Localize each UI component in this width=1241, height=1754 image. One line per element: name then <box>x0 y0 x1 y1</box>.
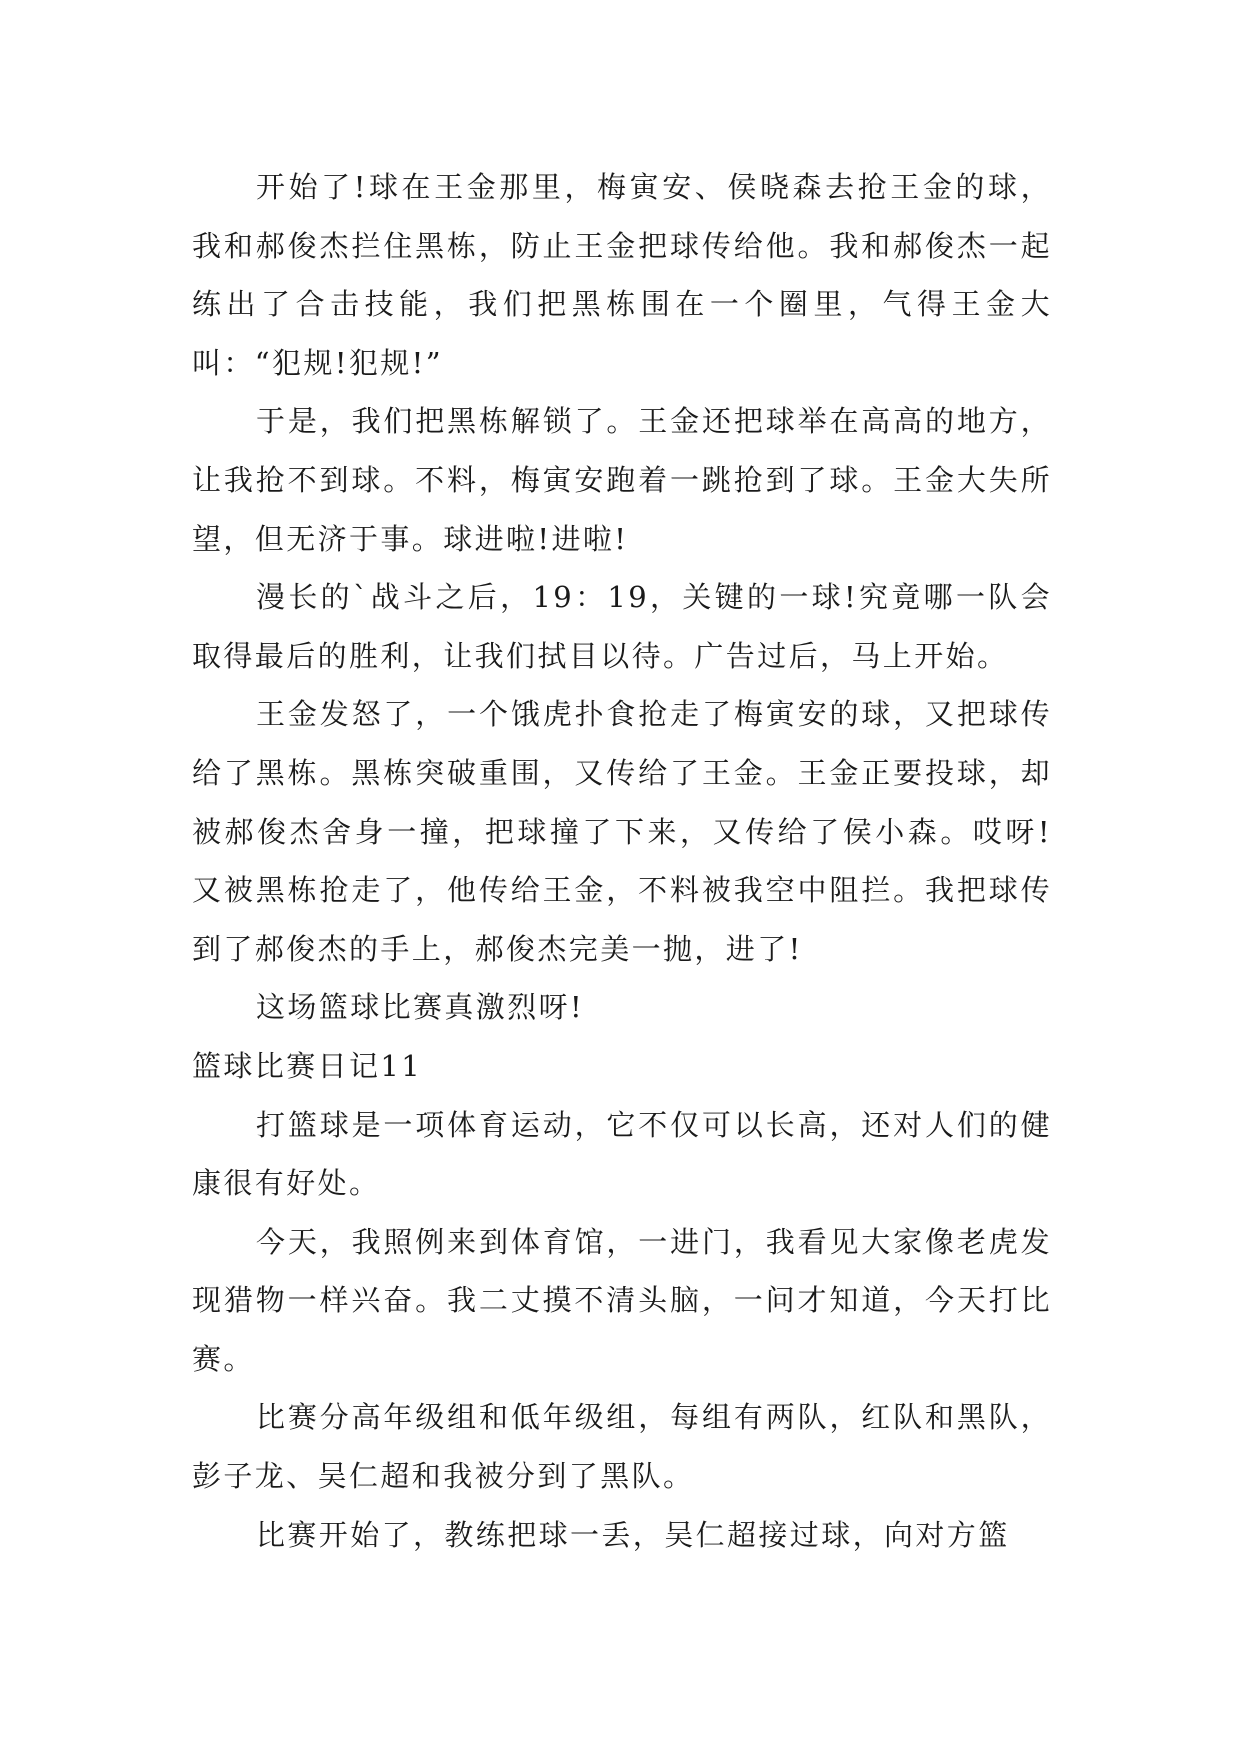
paragraph: 漫长的`战斗之后，19：19，关键的一球!究竟哪一队会取得最后的胜利，让我们拭目以待。广告过后，马上开始。 <box>192 580 1052 673</box>
section-title: 篮球比赛日记11 <box>192 1048 423 1083</box>
paragraph: 打篮球是一项体育运动，它不仅可以长高，还对人们的健康很有好处。 <box>192 1107 1052 1201</box>
paragraph: 于是，我们把黑栋解锁了。王金还把球举在高高的地方，让我抢不到球。不料，梅寅安跑着一跳抢到了球。王金大失所望，但无济于事。球进啦!进啦! <box>192 404 1052 556</box>
document-page <box>192 158 1052 1564</box>
paragraph: 开始了!球在王金那里，梅寅安、侯晓森去抢王金的球，我和郝俊杰拦住黑栋，防止王金把球传给他。我和郝俊杰一起练出了合击技能，我们把黑栋围在一个圈里，气得王金大叫：“犯规!犯规!” <box>192 170 1052 380</box>
paragraph: 王金发怒了，一个饿虎扑食抢走了梅寅安的球，又把球传给了黑栋。黑栋突破重围，又传给了王金。王金正要投球，却被郝俊杰舍身一撞，把球撞了下来，又传给了侯小森。哎呀!又被黑栋抢走了，他传给王金，不料被我空中阻拦。我把球传到了郝俊杰的手上，郝俊杰完美一抛，进了! <box>192 697 1052 966</box>
paragraph: 这场篮球比赛真激烈呀! <box>256 990 585 1025</box>
paragraph: 比赛分高年级组和低年级组，每组有两队，红队和黑队，彭子龙、吴仁超和我被分到了黑队。 <box>192 1400 1052 1494</box>
paragraph: 比赛开始了，教练把球一丢，吴仁超接过球，向对方篮 <box>256 1517 1010 1552</box>
paragraph: 今天，我照例来到体育馆，一进门，我看见大家像老虎发现猎物一样兴奋。我二丈摸不清头脑，一问才知道，今天打比赛。 <box>192 1224 1052 1376</box>
